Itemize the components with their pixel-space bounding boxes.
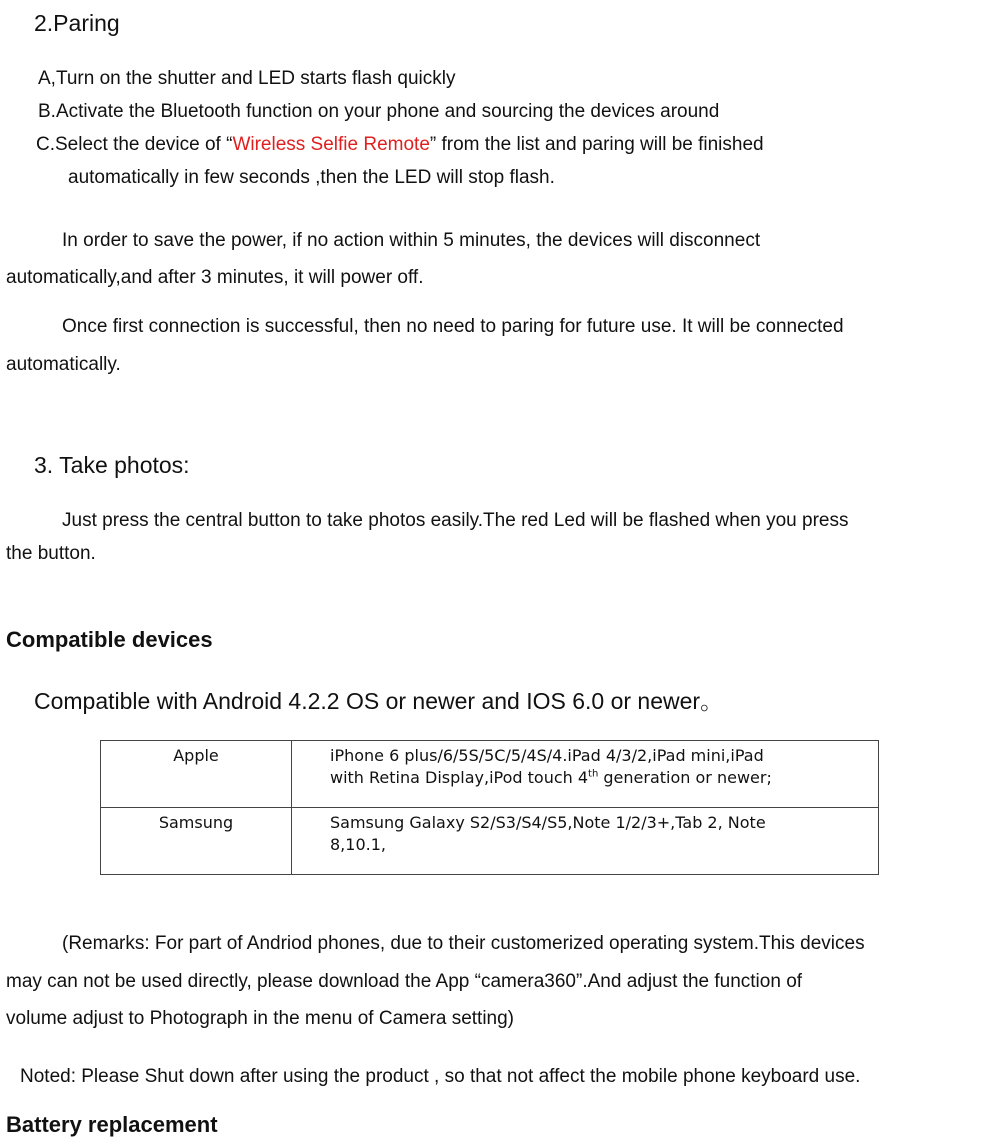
models-line — [330, 767, 870, 789]
models-cell — [292, 741, 879, 808]
step-c-text-pre: C.Select the device of “ — [36, 134, 233, 155]
noted-text: Noted: Please Shut down after using the product , so that not affect the mobile phone keyboard use. — [20, 1066, 861, 1087]
models-line: Samsung Galaxy S2/S3/S4/S5,Note 1/2/3+,Tab 2, Note — [330, 813, 766, 832]
models-line-post: generation or newer; — [598, 768, 772, 787]
models-cell — [292, 808, 879, 875]
step-c-text-post: ” from the list and paring will be finished — [429, 134, 764, 155]
pairing-step-a: A,Turn on the shutter and LED starts flash quickly — [38, 68, 456, 89]
compatible-devices-table — [100, 740, 879, 875]
device-name-highlight: Wireless Selfie Remote — [232, 134, 430, 155]
models-line: 8,10.1, — [330, 835, 386, 854]
photos-para-line2: the button. — [6, 543, 96, 564]
brand-cell: Samsung — [101, 808, 292, 875]
compatible-intro: Compatible with Android 4.2.2 OS or newer and IOS 6.0 or newer。 — [34, 688, 724, 714]
pairing-step-b: B.Activate the Bluetooth function on your phone and sourcing the devices around — [38, 101, 720, 122]
photos-heading: 3. Take photos: — [34, 452, 190, 478]
brand-cell: Apple — [101, 741, 292, 808]
table-row — [101, 808, 879, 875]
pairing-step-c-continued: automatically in few seconds ,then the LED will stop flash. — [68, 167, 555, 188]
models-line: iPhone 6 plus/6/5S/5C/5/4S/4.iPad 4/3/2,iPad mini,iPad — [330, 746, 764, 765]
pairing-step-c — [36, 134, 764, 156]
remarks-line2: may can not be used directly, please download the App “camera360”.And adjust the function of — [6, 971, 803, 992]
ordinal-suffix: th — [588, 768, 599, 780]
power-save-para-line1: In order to save the power, if no action within 5 minutes, the devices will disconnect — [62, 230, 761, 251]
pairing-heading: 2.Paring — [34, 10, 120, 36]
auto-connect-para-line1: Once first connection is successful, then no need to paring for future use. It will be connected — [62, 316, 844, 337]
compatible-heading: Compatible devices — [6, 627, 213, 652]
models-line-pre: with Retina Display,iPod touch 4 — [330, 768, 589, 787]
remarks-line3: volume adjust to Photograph in the menu of Camera setting) — [6, 1008, 515, 1029]
table-row — [101, 741, 879, 808]
auto-connect-para-line2: automatically. — [6, 354, 121, 375]
remarks-line1: (Remarks: For part of Andriod phones, due to their customerized operating system.This devices — [62, 933, 865, 954]
battery-heading: Battery replacement — [6, 1112, 218, 1137]
power-save-para-line2: automatically,and after 3 minutes, it will power off. — [6, 267, 424, 288]
photos-para-line1: Just press the central button to take photos easily.The red Led will be flashed when you press — [62, 510, 849, 531]
